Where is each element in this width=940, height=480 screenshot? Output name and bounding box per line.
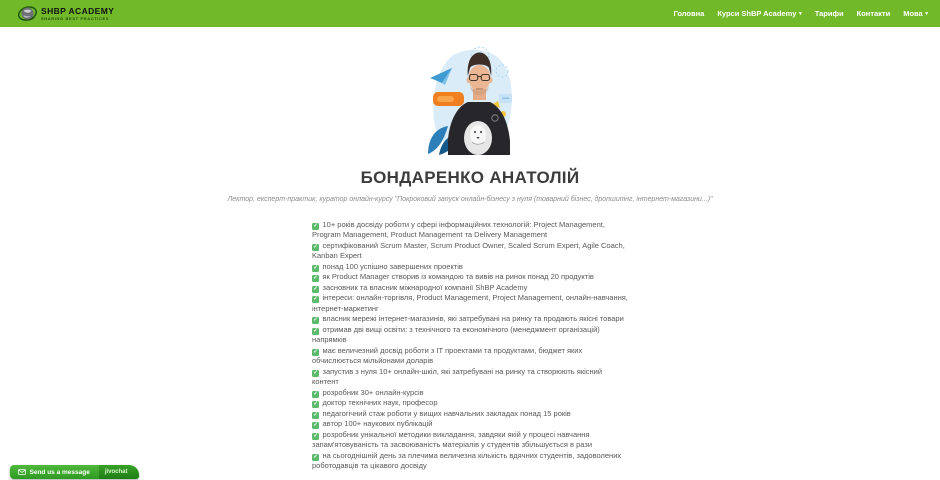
main-nav bbox=[673, 9, 928, 18]
list-item-text: понад 100 успішно завершених проектів bbox=[322, 261, 463, 271]
chat-widget[interactable] bbox=[10, 465, 139, 479]
list-item bbox=[312, 325, 628, 346]
check-icon: ✓ bbox=[313, 285, 318, 292]
list-item bbox=[312, 220, 628, 241]
list-item-text: на сьогоднішній день за плечима величезна кількість вдячних студентів, задоволених роботодавців та цікавого досвіду bbox=[312, 450, 622, 470]
nav-item-label: Курси ShBP Academy bbox=[717, 9, 797, 18]
nav-item[interactable] bbox=[673, 9, 704, 18]
chat-message-label: Send us a message bbox=[29, 468, 90, 476]
check-icon: ✓ bbox=[313, 243, 318, 250]
list-item-text: доктор технічних наук, професор bbox=[322, 398, 438, 407]
logo-text bbox=[41, 7, 114, 21]
list-item bbox=[312, 241, 628, 262]
list-item bbox=[312, 346, 628, 367]
list-item-text: автор 100+ наукових публікацій bbox=[322, 419, 433, 428]
list-item bbox=[312, 283, 628, 294]
check-icon: ✓ bbox=[313, 327, 318, 334]
list-item-text: інтереси: онлайн-торгівля, Product Management, Project Management, онлайн-навчання, інтернет-маркетинг bbox=[312, 293, 628, 313]
list-item bbox=[312, 293, 628, 314]
chevron-down-icon: ▾ bbox=[925, 10, 928, 17]
check-icon: ✓ bbox=[313, 222, 318, 229]
list-item-text: сертифікований Scrum Master, Scrum Product Owner, Scaled Scrum Expert, Agile Coach, Kanban Expert bbox=[312, 240, 625, 260]
list-item bbox=[312, 272, 628, 283]
nav-item[interactable] bbox=[717, 9, 801, 18]
check-icon: ✓ bbox=[313, 348, 318, 355]
nav-item-label: Головна bbox=[673, 9, 705, 18]
check-icon: ✓ bbox=[313, 432, 318, 439]
list-item-text: засновник та власник міжнародної компанії ShBP Academy bbox=[322, 282, 528, 292]
list-item-text: розробник 30+ онлайн-курсів bbox=[322, 387, 424, 397]
list-item-text: педагогічний стаж роботи у вищих навчальних закладах понад 15 років bbox=[322, 408, 571, 418]
check-icon: ✓ bbox=[313, 401, 318, 407]
chevron-down-icon: ▾ bbox=[798, 10, 802, 17]
chat-message bbox=[10, 465, 99, 479]
logo[interactable] bbox=[18, 4, 114, 23]
nav-item[interactable] bbox=[903, 9, 928, 18]
list-item-text: отримав дві вищі освіти: з технічного та економічного (менеджмент організацій) напрямків bbox=[312, 324, 600, 344]
list-item bbox=[312, 419, 628, 430]
nav-item-label: Тарифи bbox=[814, 9, 844, 18]
profile-photo-illustration bbox=[422, 42, 519, 155]
nav-item[interactable] bbox=[815, 9, 844, 18]
list-item bbox=[312, 430, 628, 451]
nav-item-label: Мова bbox=[903, 9, 923, 18]
check-icon: ✓ bbox=[313, 422, 318, 428]
list-item-text: власник мережі інтернет-магазинів, які затребувані на ринку та продають якісні товари bbox=[322, 314, 624, 323]
profile-subtitle: Лектор, експерт-практик, куратор онлайн-курсу "Покроковий запуск онлайн-бізнесу з нуля (товарний бізнес, дропшипінг, інтернет-магазини...)" bbox=[227, 196, 713, 203]
check-icon: ✓ bbox=[313, 264, 318, 271]
page-title: БОНДАРЕНКО АНАТОЛІЙ bbox=[360, 168, 580, 187]
list-item bbox=[312, 314, 628, 325]
profile-photo bbox=[422, 42, 519, 155]
bullet-list bbox=[312, 220, 628, 472]
main-content bbox=[0, 42, 940, 472]
logo-subtitle: SHARING BEST PRACTICES bbox=[41, 15, 110, 21]
check-icon: ✓ bbox=[313, 369, 318, 376]
list-item bbox=[312, 262, 628, 273]
check-icon: ✓ bbox=[313, 390, 318, 397]
list-item-text: 10+ років досвіду роботи у сфері інформаційних технологій: Project Management, Program Management, Product Management та Delivery Management bbox=[312, 219, 605, 239]
list-item-text: як Product Manager створив із командою та вивів на ринок понад 20 продуктів bbox=[322, 272, 594, 281]
globe-icon bbox=[18, 4, 37, 23]
envelope-icon bbox=[18, 469, 26, 475]
check-icon: ✓ bbox=[313, 411, 318, 418]
list-item bbox=[312, 409, 628, 420]
check-icon: ✓ bbox=[313, 275, 318, 281]
chat-brand: jivochat bbox=[99, 465, 139, 479]
list-item bbox=[312, 451, 628, 472]
list-item-text: розробник унікальної методики викладання, завдяки якій у процесі навчання запам'ятовуваність та засвоюваність матеріалів у студентів збільшується в рази bbox=[312, 429, 593, 449]
check-icon: ✓ bbox=[313, 317, 318, 323]
list-item-text: запустив з нуля 10+ онлайн-шкіл, які затребувані на ринку та створюють якісний контент bbox=[312, 366, 603, 386]
check-icon: ✓ bbox=[313, 453, 318, 460]
list-item bbox=[312, 398, 628, 409]
site-header bbox=[0, 0, 940, 27]
list-item-text: має величезний досвід роботи з ІТ проектами та продуктами, бюджет яких обчислюється мільйонами доларів bbox=[312, 345, 583, 365]
list-item bbox=[312, 367, 628, 388]
nav-item-label: Контакти bbox=[856, 9, 891, 18]
logo-title: SHBP ACADEMY bbox=[41, 5, 115, 16]
nav-item[interactable] bbox=[857, 9, 891, 18]
list-item bbox=[312, 388, 628, 399]
check-icon: ✓ bbox=[313, 296, 318, 302]
